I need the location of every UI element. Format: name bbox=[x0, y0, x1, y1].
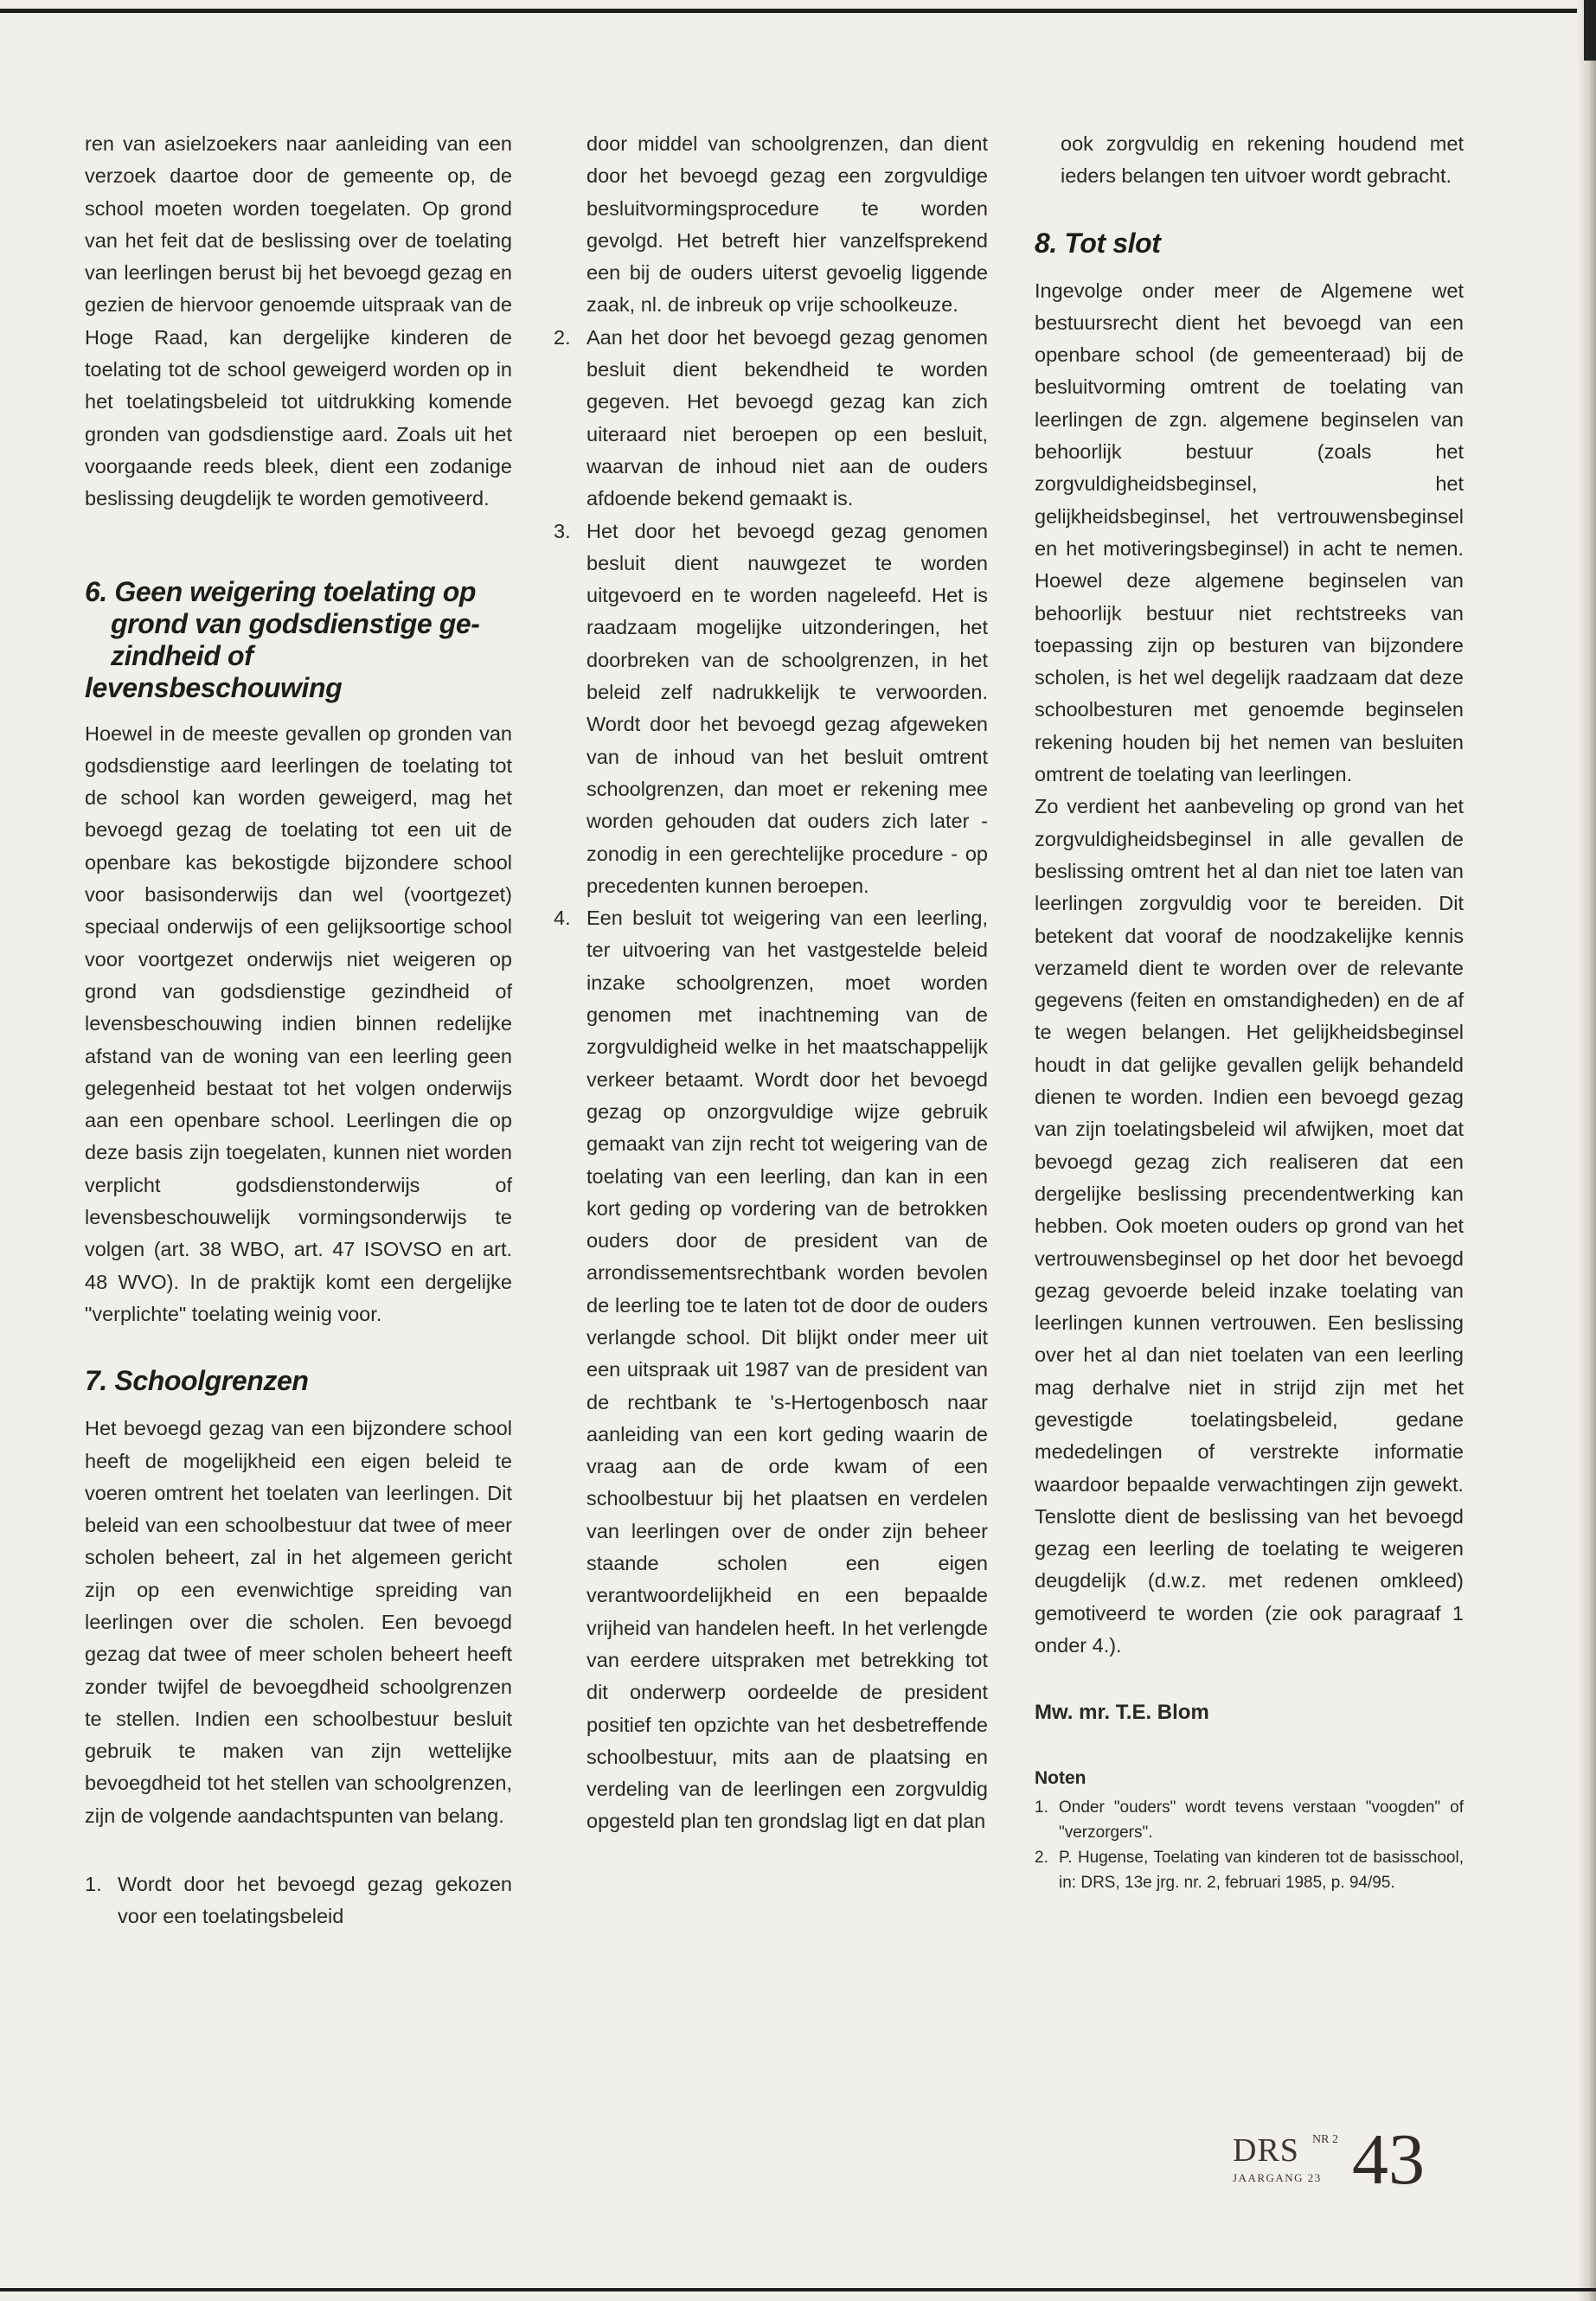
page-footer bbox=[1233, 2121, 1466, 2199]
list-text: Een besluit tot weigering van een leerling, ter uitvoering van het vastgestelde beleid inzake schoolgrenzen, moet worden genomen met inachtneming van de zorgvuldigheid welke in het maatschappelijk verkeer betaamt. Wordt door het bevoegd gezag op onzorgvuldige wijze gebruik gemaakt van zijn recht tot weigering van de toelating van een leerling, dan kan in een kort geding op vordering van de betrokken ouders door de president van de arrondissementsrechtbank worden bevolen de leerling toe te laten tot de door de ouders verlangde school. Dit blijkt onder meer uit een uitspraak uit 1987 van de president van de rechtbank te 's-Hertogenbosch naar aanleiding van een kort geding waarin de vraag aan de orde kwam of een schoolbestuur bij het plaatsen en verdelen van leerlingen over de onder zijn beheer staande scholen een eigen verantwoordelijkheid en een bepaalde vrijheid van handelen heeft. In het verlengde van eerdere uitspraken met betrekking tot dit onderwerp oordeelde de president positief ten opzichte van het desbetreffende schoolbestuur, mits aan de plaatsing en verdeling van de leerlingen een zorgvuldig opgesteld plan ten grondslag ligt en dat plan bbox=[586, 907, 988, 1833]
intro-paragraph: ren van asielzoekers naar aanleiding van een verzoek daartoe door de gemeente op, de school moeten worden toegelaten. Op grond van het feit dat de beslissing over de toelating van leerlingen berust bij het bevoegd gezag en gezien de hiervoor genoemde uitspraak van de Hoge Raad, kan dergelijke kinderen de toelating tot de school geweigerd worden op in het toelatingsbeleid tot uitdrukking komende gronden van godsdienstige aard. Zoals uit het voorgaande reeds bleek, dient een zodanige beslissing deugdelijk te worden gemotiveerd. bbox=[85, 132, 512, 510]
issue-number: NR 2 bbox=[1312, 2133, 1338, 2146]
list-item bbox=[85, 1868, 512, 1933]
item-4-continued: ook zorgvuldig en rekening houdend met ieders belangen ten uitvoer wordt gebracht. bbox=[1061, 132, 1464, 188]
page-edge-shadow bbox=[1577, 0, 1596, 2301]
section-7-body: Het bevoegd gezag van een bijzondere school heeft de mogelijkheid een eigen beleid te voeren omtrent het toelaten van leerlingen. Dit beleid van een schoolbestuur dat twee of meer scholen beheert, zal in het algemeen gericht zijn op een evenwichtige spreiding van leerlingen over die scholen. Een bevoegd gezag dat twee of meer scholen beheert heeft zonder twijfel de bevoegdheid schoolgrenzen te stellen. Indien een schoolbestuur besluit gebruik te maken van zijn wettelijke bevoegdheid tot het stellen van schoolgrenzen, zijn de volgende aandachtspunten van belang. bbox=[85, 1417, 512, 1827]
column-1 bbox=[85, 128, 512, 1933]
notes-heading: Noten bbox=[1035, 1767, 1086, 1788]
list-item bbox=[554, 128, 988, 322]
section-8-paragraph-2: Zo verdient het aanbeveling op grond van het zorgvuldigheidsbeginsel in alle gevallen de beslissing omtrent het al dan niet toe laten van leerlingen zorgvuldig voor te bereiden. Dit betekent dat vooraf de noodzakelijke kennis verzameld dient te worden over de relevante gegevens (feiten en omstandigheden) en de af te wegen belangen. Het gelijkheidsbeginsel houdt in dat gelijke gevallen gelijk behandeld dienen te worden. Indien een bevoegd gezag van zijn toelatingsbeleid wil afwijken, moet dat bevoegd gezag zich realiseren dat een dergelijke beslissing precendentwerking kan hebben. Ook moeten ouders op grond van het vertrouwensbeginsel op het door het bevoegd gezag gevoerde beleid inzake toelating van leerlingen kunnen vertrouwen. Een beslissing over het al dan niet toelaten van een leerling mag derhalve niet in strijd zijn met het gevestigde toelatingsbeleid, gedane mededelingen of verstrekte informatie waardoor bepaalde verwachtingen zijn gewekt. Tenslotte dient de beslissing van het bevoegd gezag een leerling de toelating te weigeren deugdelijk (d.w.z. met redenen omkleed) gemotiveerd te worden (zie ook paragraaf 1 onder 4.). bbox=[1035, 795, 1464, 1657]
heading-line: zindheid of levensbeschouwing bbox=[85, 639, 343, 703]
heading-line: 6. Geen weigering toelating op bbox=[85, 575, 477, 607]
column-2 bbox=[554, 128, 988, 1838]
section-6-body: Hoewel in de meeste gevallen op gronden van godsdienstige aard leerlingen de toelating tot de school kan worden geweigerd, mag het bevoegd gezag de toelating tot een uit de openbare kas bekostigde bijzondere school voor basisonderwijs dan wel (voortgezet) speciaal onderwijs of een gelijksoortige school voor voortgezet onderwijs niet weigeren op grond van godsdienstige gezindheid of levensbeschouwing indien binnen redelijke afstand van de woning van een leerling geen gelegenheid bestaat tot het volgen onderwijs aan een openbare school. Leerlingen die op deze basis zijn toegelaten, kunnen niet worden verplicht godsdienstonderwijs of levensbeschouwelijk vormingsonderwijs te volgen (art. 38 WBO, art. 47 ISOVSO en art. 48 WVO). In de praktijk komt een dergelijke "verplichte" toelating weinig voor. bbox=[85, 721, 512, 1325]
list-text: Aan het door het bevoegd gezag genomen besluit dient bekendheid te worden gegeven. Het bevoegd gezag kan zich uiteraard niet beroepen op een besluit, waarvan de inhoud niet aan de ouders afdoende bekend gemaakt is. bbox=[586, 325, 988, 510]
section-8-paragraph-1: Ingevolge onder meer de Algemene wet bestuursrecht dient het bevoegd van een openbare school (de gemeenteraad) bij de besluitvorming omtrent de toelating van leerlingen de zgn. algemene beginselen van behoorlijk bestuur (zoals het zorgvuldigheidsbeginsel, het gelijkheidsbeginsel, het vertrouwensbeginsel en het motiveringsbeginsel) in acht te nemen. Hoewel deze algemene beginselen van behoorlijk bestuur niet rechtstreeks van toepassing zijn op besturen van bijzondere scholen, is het wel degelijk raadzaam dat deze schoolbesturen met genoemde beginselen rekening houden bij het nemen van besluiten omtrent de toelating van leerlingen. bbox=[1035, 279, 1464, 786]
corner-mark bbox=[1584, 0, 1596, 61]
list-number: 1. bbox=[85, 1873, 102, 1896]
list-number: 4. bbox=[554, 907, 571, 930]
magazine-name: DRS bbox=[1233, 2132, 1299, 2169]
list-item bbox=[554, 322, 988, 516]
list-item bbox=[554, 902, 988, 1838]
top-rule bbox=[0, 9, 1596, 13]
note-number: 2. bbox=[1035, 1848, 1048, 1867]
schoolgrenzen-list-continued bbox=[554, 128, 988, 1838]
note-text: P. Hugense, Toelating van kinderen tot de basisschool, in: DRS, 13e jrg. nr. 2, februari 1985, p. 94/95. bbox=[1059, 1848, 1464, 1892]
heading-line: grond van godsdienstige ge- bbox=[111, 607, 480, 639]
list-text: Wordt door het bevoegd gezag gekozen voor een toelatingsbeleid bbox=[118, 1873, 512, 1928]
page-number: 43 bbox=[1352, 2119, 1425, 2200]
section-7-heading: 7. Schoolgrenzen bbox=[85, 1365, 309, 1397]
list-item bbox=[554, 516, 988, 903]
note-text: Onder "ouders" wordt tevens verstaan "voogden" of "verzorgers". bbox=[1059, 1798, 1464, 1842]
schoolgrenzen-list bbox=[85, 1868, 512, 1933]
list-number: 3. bbox=[554, 519, 571, 542]
section-6-heading bbox=[85, 576, 512, 704]
bottom-rule bbox=[0, 2288, 1596, 2291]
note-item bbox=[1035, 1795, 1464, 1845]
notes-list bbox=[1035, 1795, 1464, 1895]
section-8-heading: 8. Tot slot bbox=[1035, 227, 1161, 259]
author-name: Mw. mr. T.E. Blom bbox=[1035, 1701, 1209, 1725]
note-item bbox=[1035, 1845, 1464, 1895]
note-number: 1. bbox=[1035, 1798, 1048, 1817]
list-text: door middel van schoolgrenzen, dan dient door het bevoegd gezag een zorgvuldige besluitvormingsprocedure te worden gevolgd. Het betreft hier vanzelfsprekend een bij de ouders uiterst gevoelig liggende zaak, nl. de inbreuk op vrije schoolkeuze. bbox=[586, 132, 988, 317]
list-number: 2. bbox=[554, 325, 571, 349]
list-text: Het door het bevoegd gezag genomen besluit dient nauwgezet te worden uitgevoerd en te worden nageleefd. Het is raadzaam mogelijke uitzonderingen, het doorbreken van de schoolgrenzen, in het beleid zelf nadrukkelijk te verwoorden. Wordt door het bevoegd gezag afgeweken van de inhoud van het besluit omtrent schoolgrenzen, dan moet er rekening mee worden gehouden dat ouders zich later - zonodig in een gerechtelijke procedure - op precedenten kunnen beroepen. bbox=[586, 519, 988, 897]
volume-label: JAARGANG 23 bbox=[1233, 2171, 1322, 2184]
column-3 bbox=[1035, 128, 1464, 1895]
